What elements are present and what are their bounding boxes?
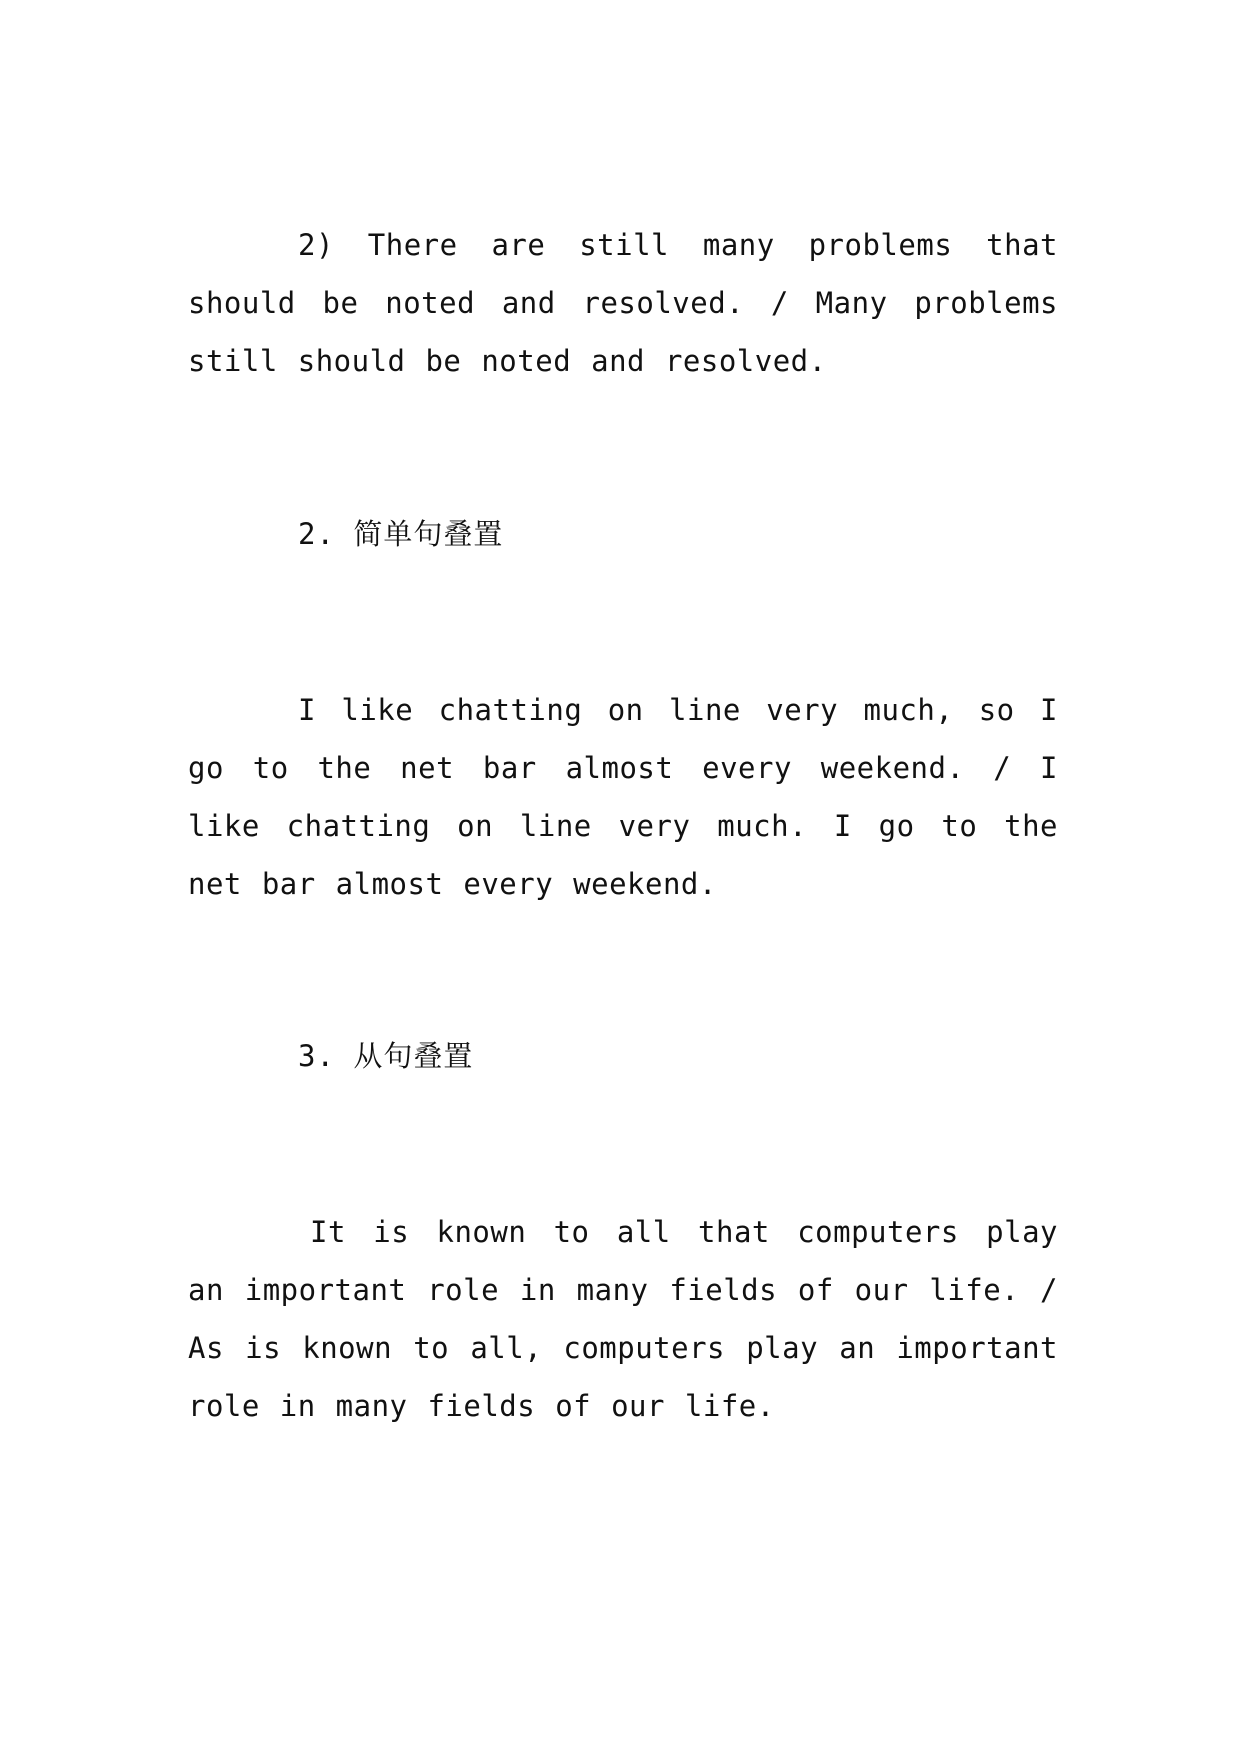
section-heading-clause-overlap: 3. 从句叠置 [298, 1039, 474, 1073]
section-heading-simple-sentence-overlap: 2. 简单句叠置 [298, 517, 504, 551]
paragraph-problems-example: 2) There are still many problems that should be noted and resolved. / Many problems still should be noted and resolved. [188, 228, 1058, 378]
paragraph-chatting-example: I like chatting on line very much, so I go to the net bar almost every weekend. / I like chatting on line very much. I go to the net bar almost every weekend. [188, 693, 1058, 901]
paragraph-computers-example: It is known to all that computers play an important role in many fields of our life. / As is known to all, computers play an important role in many fields of our life. [188, 1215, 1058, 1423]
